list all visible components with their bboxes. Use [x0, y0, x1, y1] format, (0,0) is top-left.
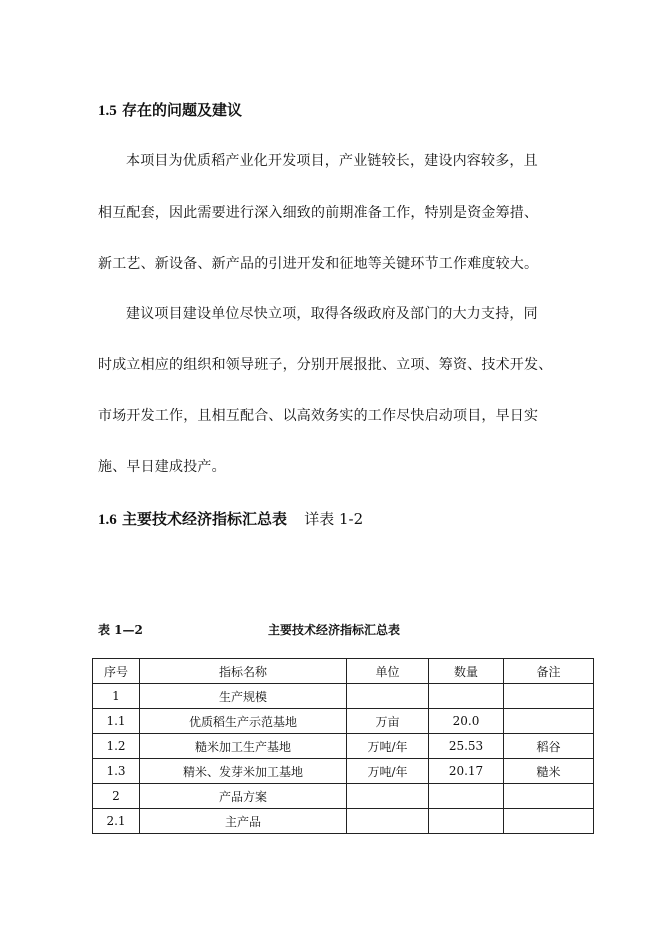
section-title: 主要技术经济指标汇总表: [121, 510, 287, 528]
table-cell: 万亩: [347, 709, 429, 734]
table-cell: 万吨/年: [347, 759, 429, 784]
table-cell: [347, 684, 429, 709]
table-cell: [429, 784, 504, 809]
table-cell: [347, 784, 429, 809]
table-cell: 糙米加工生产基地: [140, 734, 347, 759]
section-number: 1.6: [98, 512, 117, 528]
paragraph-2-line-2: 时成立相应的组织和领导班子，分别开展报批、立项、筹资、技术开发、: [98, 357, 553, 373]
table-cell: [504, 709, 594, 734]
table-cell: [504, 684, 594, 709]
table-cell: 产品方案: [140, 784, 347, 809]
header-cell: 指标名称: [140, 659, 347, 684]
table-cell: 优质稻生产示范基地: [140, 709, 347, 734]
section-title: 存在的问题及建议: [121, 101, 242, 119]
table-row: [93, 684, 594, 709]
header-cell: 数量: [429, 659, 504, 684]
table-cell: [504, 784, 594, 809]
table-cell: 万吨/年: [347, 734, 429, 759]
section-heading-1-6: [98, 508, 363, 529]
header-cell: 备注: [504, 659, 594, 684]
table-cell: 生产规模: [140, 684, 347, 709]
header-cell: 单位: [347, 659, 429, 684]
table-cell: 2.1: [93, 809, 140, 834]
paragraph-1-line-3: 新工艺、新设备、新产品的引进开发和征地等关键环节工作难度较大。: [98, 256, 539, 272]
table-cell: 主产品: [140, 809, 347, 834]
table-row: [93, 784, 594, 809]
table-cell: [429, 684, 504, 709]
table-cell: 1: [93, 684, 140, 709]
table-row: [93, 809, 594, 834]
indicator-table: [92, 658, 594, 834]
table-row: [93, 759, 594, 784]
paragraph-2-line-3: 市场开发工作，且相互配合、以高效务实的工作尽快启动项目，早日实: [98, 408, 539, 424]
table-cell: 2: [93, 784, 140, 809]
paragraph-1-line-2: 相互配套，因此需要进行深入细致的前期准备工作，特别是资金筹措、: [98, 205, 539, 221]
table-cell: 20.17: [429, 759, 504, 784]
table-number: 表 1—2: [98, 623, 143, 637]
table-cell: [504, 809, 594, 834]
table-cell: [347, 809, 429, 834]
paragraph-2-line-4: 施、早日建成投产。: [98, 459, 226, 475]
paragraph-1-line-1: 本项目为优质稻产业化开发项目，产业链较长，建设内容较多，且: [126, 153, 538, 169]
table-cell: [429, 809, 504, 834]
table-cell: 稻谷: [504, 734, 594, 759]
table-row: [93, 709, 594, 734]
header-cell: 序号: [93, 659, 140, 684]
table-cell: 1.2: [93, 734, 140, 759]
table-cell: 20.0: [429, 709, 504, 734]
table-title: 主要技术经济指标汇总表: [268, 623, 401, 637]
table-row: [93, 734, 594, 759]
table-cell: 糙米: [504, 759, 594, 784]
table-cell: 1.3: [93, 759, 140, 784]
paragraph-2-line-1: 建议项目建设单位尽快立项，取得各级政府及部门的大力支持，同: [126, 306, 538, 322]
table-cell: 25.53: [429, 734, 504, 759]
table-cell: 1.1: [93, 709, 140, 734]
section-number: 1.5: [98, 103, 117, 119]
table-cell: 精米、发芽米加工基地: [140, 759, 347, 784]
table-header-row: [93, 659, 594, 684]
section-heading-1-5: [98, 99, 242, 120]
table-reference: 详表 1-2: [304, 510, 364, 528]
